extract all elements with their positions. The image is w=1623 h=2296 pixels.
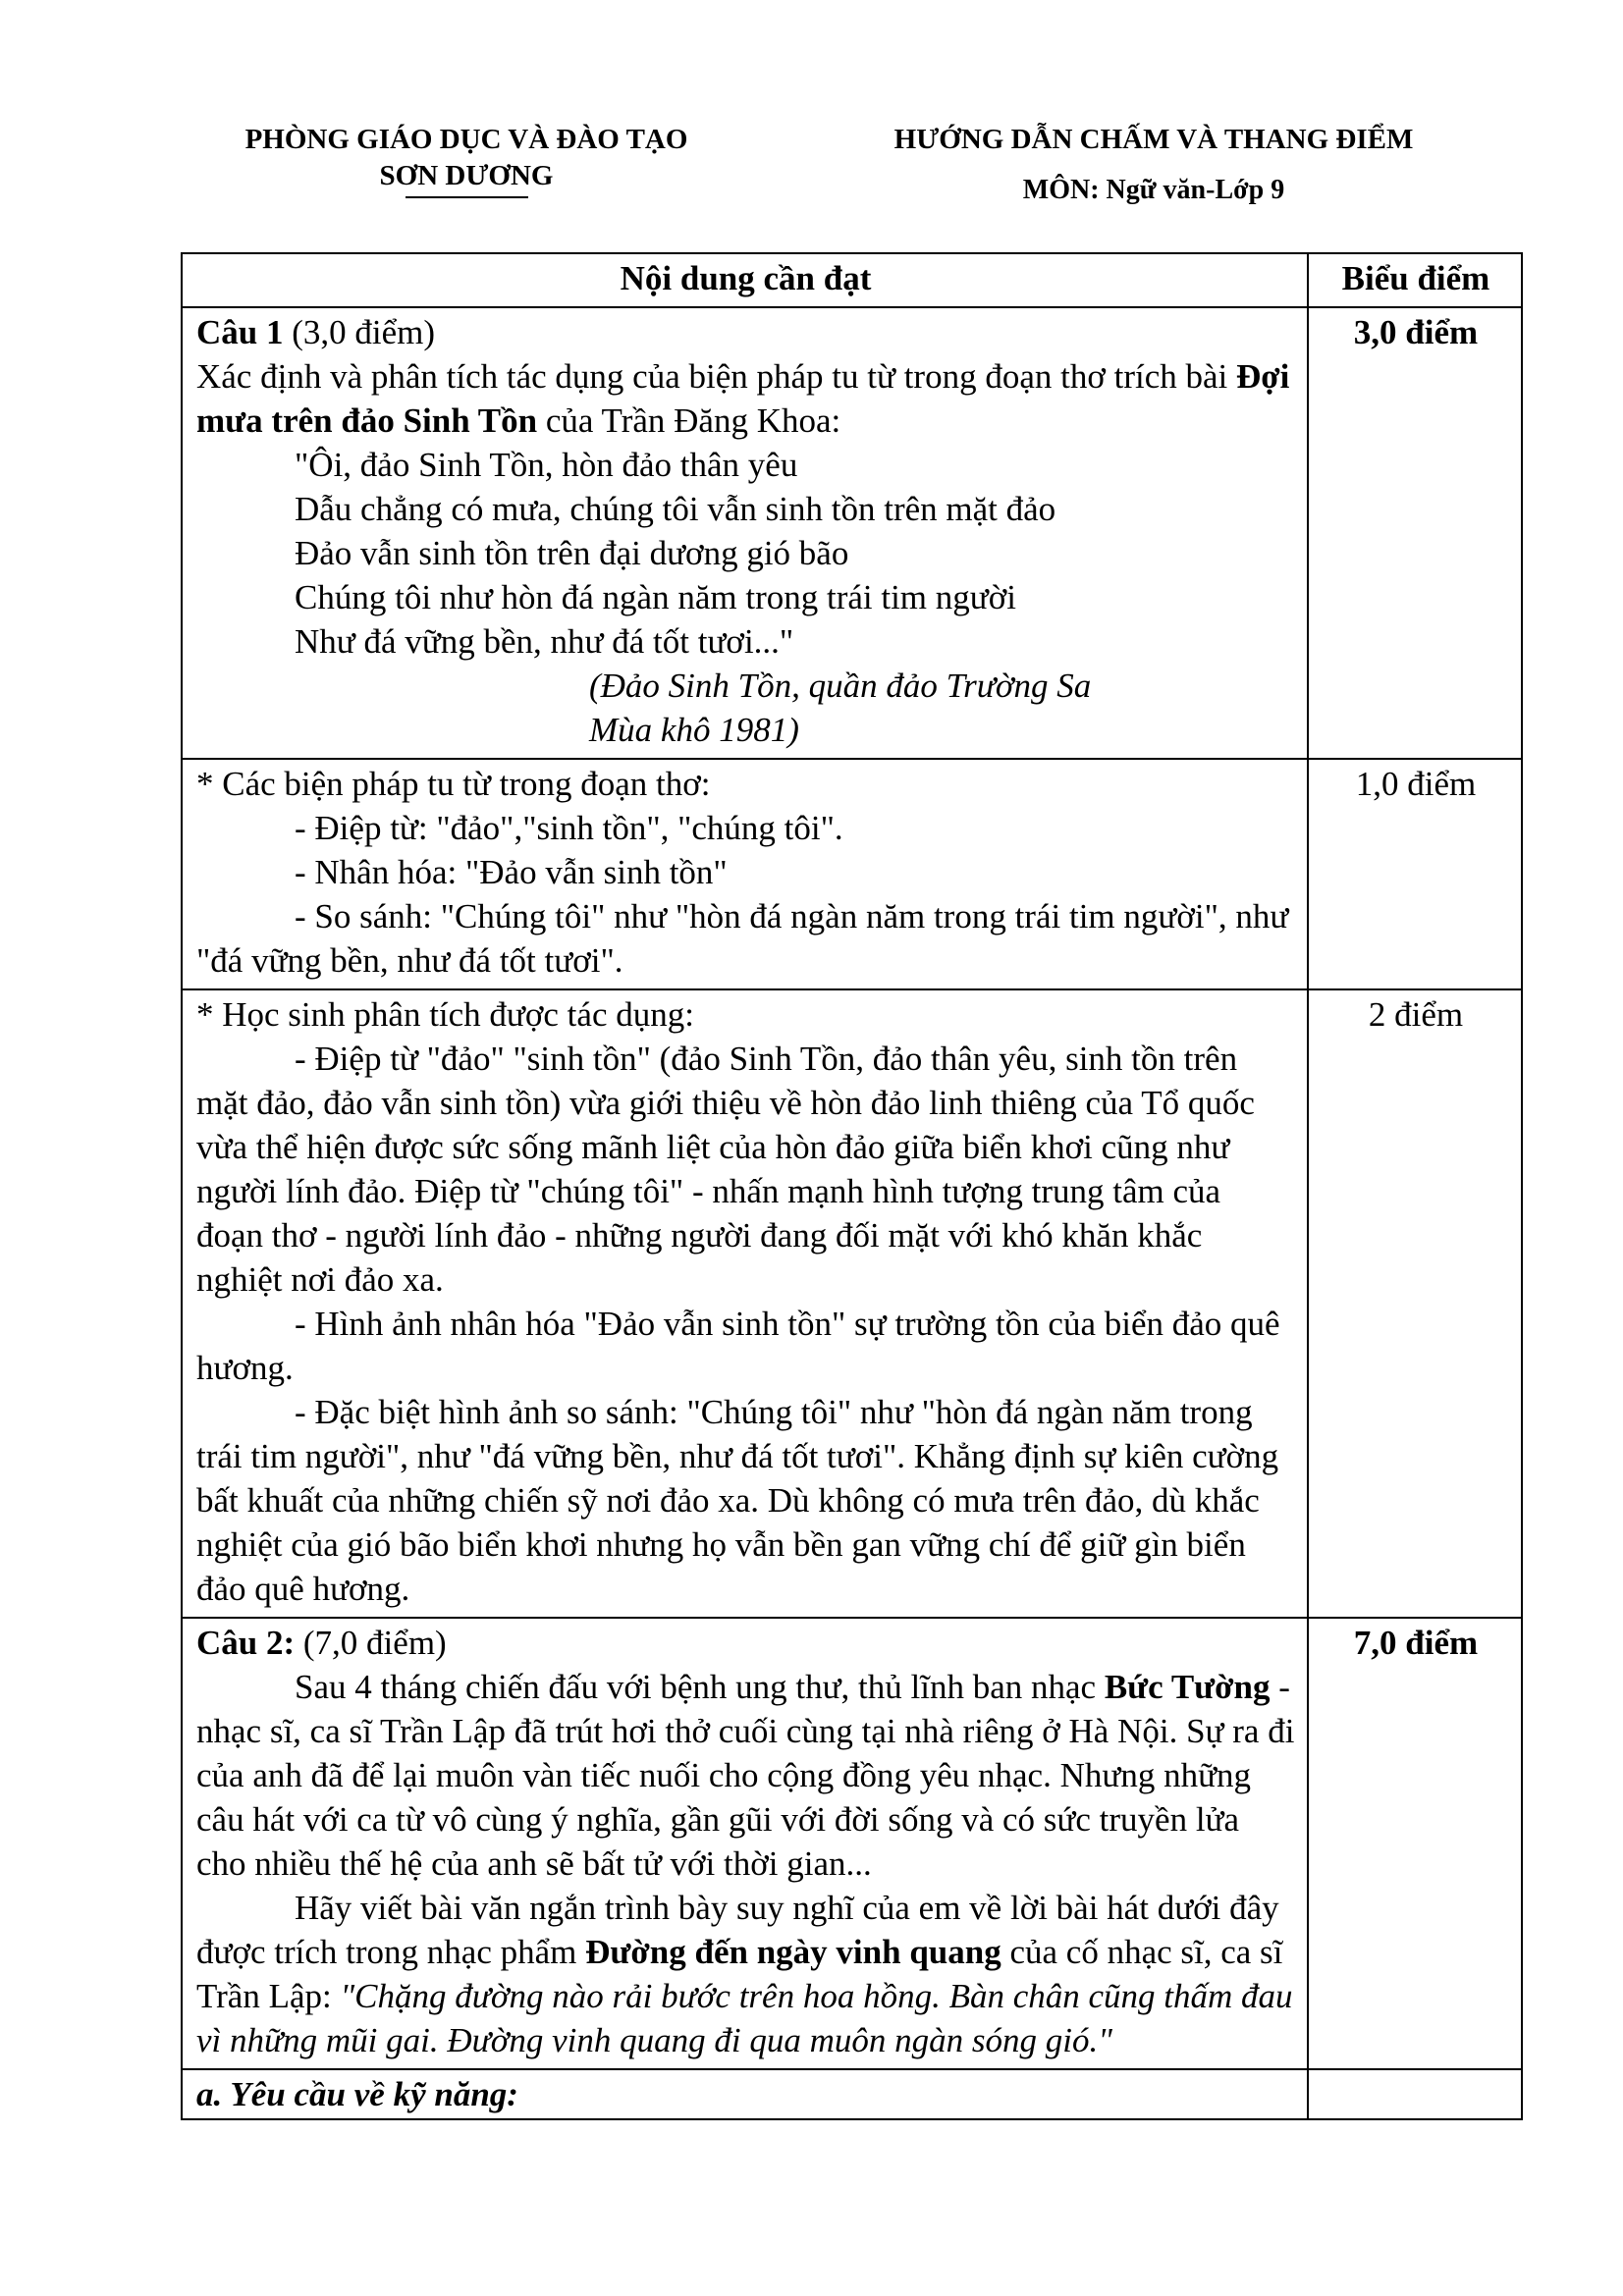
analysis-cell bbox=[182, 989, 1308, 1618]
context-text: Sau 4 tháng chiến đấu với bệnh ung thư, thủ lĩnh ban nhạc bbox=[295, 1668, 1105, 1706]
table-row bbox=[182, 2069, 1522, 2119]
question-2-points: (7,0 điểm) bbox=[295, 1624, 447, 1662]
device-item: - Nhân hóa: "Đảo vẫn sinh tồn" bbox=[295, 853, 728, 891]
question-1-heading bbox=[196, 310, 1295, 354]
department-name: PHÒNG GIÁO DỤC VÀ ĐÀO TẠO bbox=[244, 124, 688, 155]
song-title: Đường đến ngày vinh quang bbox=[585, 1933, 1001, 1971]
context-text-cont: - nhạc sĩ, ca sĩ Trần Lập đã trút hơi thở cuối cùng tại nhà riêng ở Hà Nội. Sự ra đi của anh đã để lại muôn vàn tiếc nuối cho cộng đồng yêu nhạc. Nhưng những câu hát với ca từ vô cùng ý nghĩa, gần gũi với đời sống và có sức truyền lửa cho nhiều thế hệ của anh sẽ bất tử với thời gian... bbox=[196, 1668, 1295, 1883]
poem-line: Dẫu chẳng có mưa, chúng tôi vẫn sinh tồn trên mặt đảo bbox=[295, 490, 1056, 528]
subject-line: MÔN: Ngữ văn-Lớp 9 bbox=[1022, 175, 1285, 205]
table-row bbox=[182, 759, 1522, 989]
table-row bbox=[182, 1618, 1522, 2069]
table-row bbox=[182, 989, 1522, 1618]
skills-requirement-score bbox=[1308, 2069, 1522, 2119]
analysis-item: - Đặc biệt hình ảnh so sánh: "Chúng tôi" như "hòn đá ngàn năm trong trái tim người", như "đá vững bền, như đá tốt tươi". Khẳng định sự kiên cường bất khuất của những chiến sỹ nơi đảo xa. Dù không có mưa trên đảo, dù khắc nghiệt của gió bão biển khơi nhưng họ vẫn bền gan vững chí để giữ gìn biển đảo quê hương. bbox=[196, 1393, 1279, 1608]
question-1-label: Câu 1 bbox=[196, 313, 284, 351]
grading-table bbox=[181, 252, 1523, 2120]
prompt-text: Xác định và phân tích tác dụng của biện pháp tu từ trong đoạn thơ trích bài bbox=[196, 357, 1236, 396]
song-lyrics-quote: "Chặng đường nào rải bước trên hoa hồng. Bàn chân cũng thấm đau vì những mũi gai. Đường vinh quang đi qua muôn ngàn sóng gió." bbox=[196, 1977, 1293, 2059]
skills-requirement-heading: a. Yêu cầu về kỹ năng: bbox=[196, 2075, 518, 2113]
skills-requirement-cell bbox=[182, 2069, 1308, 2119]
prompt-author: của Trần Đăng Khoa: bbox=[537, 401, 841, 440]
device-item: - So sánh: "Chúng tôi" như "hòn đá ngàn năm trong trái tim người", như "đá vững bền, như đá tốt tươi". bbox=[196, 897, 1289, 980]
document-title-block bbox=[815, 122, 1492, 208]
question-2-context bbox=[196, 1665, 1295, 1886]
document-title: HƯỚNG DẪN CHẤM VÀ THANG ĐIỂM bbox=[893, 124, 1414, 155]
district-name: SƠN DƯƠNG bbox=[379, 160, 554, 191]
question-1-score: 3,0 điểm bbox=[1308, 307, 1522, 759]
content-column-header: Nội dung cần đạt bbox=[182, 253, 1308, 307]
department-header bbox=[201, 122, 731, 198]
prompt-text-cont: của cố nhạc sĩ, ca sĩ Trần Lập: bbox=[196, 1933, 1283, 2015]
poem-line: Như đá vững bền, như đá tốt tươi..." bbox=[295, 622, 794, 661]
question-1-points: (3,0 điểm) bbox=[283, 313, 436, 351]
poem-line: Chúng tôi như hòn đá ngàn năm trong trái tim người bbox=[295, 578, 1016, 616]
band-name: Bức Tường bbox=[1104, 1668, 1271, 1706]
question-2-cell bbox=[182, 1618, 1308, 2069]
question-2-label: Câu 2: bbox=[196, 1624, 296, 1662]
poem-source: (Đảo Sinh Tồn, quần đảo Trường Sa bbox=[589, 667, 1092, 705]
score-column-header: Biểu điểm bbox=[1308, 253, 1522, 307]
district-underline bbox=[406, 196, 528, 198]
poem-line: "Ôi, đảo Sinh Tồn, hòn đảo thân yêu bbox=[295, 446, 798, 484]
device-item: - Điệp từ: "đảo","sinh tồn", "chúng tôi". bbox=[295, 809, 843, 847]
rhetoric-devices-cell bbox=[182, 759, 1308, 989]
prompt-text: Hãy viết bài văn ngắn trình bày suy nghĩ của em về lời bài hát dưới đây được trích trong nhạc phẩm bbox=[196, 1889, 1279, 1971]
question-2-heading bbox=[196, 1621, 1295, 1665]
devices-intro: * Các biện pháp tu từ trong đoạn thơ: bbox=[196, 765, 711, 803]
question-2-score: 7,0 điểm bbox=[1308, 1618, 1522, 2069]
question-2-prompt bbox=[196, 1886, 1295, 2062]
question-1-cell bbox=[182, 307, 1308, 759]
poem-title: Đợi mưa trên đảo Sinh Tồn bbox=[196, 357, 1290, 440]
question-1-prompt bbox=[196, 354, 1295, 443]
analysis-item: - Hình ảnh nhân hóa "Đảo vẫn sinh tồn" sự trường tồn của biển đảo quê hương. bbox=[196, 1305, 1280, 1387]
analysis-score: 2 điểm bbox=[1308, 989, 1522, 1618]
table-header-row bbox=[182, 253, 1522, 307]
poem-line: Đảo vẫn sinh tồn trên đại dương gió bão bbox=[295, 534, 849, 572]
analysis-intro: * Học sinh phân tích được tác dụng: bbox=[196, 995, 694, 1034]
table-row bbox=[182, 307, 1522, 759]
poem-date: Mùa khô 1981) bbox=[589, 711, 799, 749]
devices-score: 1,0 điểm bbox=[1308, 759, 1522, 989]
analysis-item: - Điệp từ "đảo" "sinh tồn" (đảo Sinh Tồn, đảo thân yêu, sinh tồn trên mặt đảo, đảo vẫn sinh tồn) vừa giới thiệu về hòn đảo linh thiêng của Tổ quốc vừa thể hiện được sức sống mãnh liệt của hòn đảo giữa biển khơi cũng như người lính đảo. Điệp từ "chúng tôi" - nhấn mạnh hình tượng trung tâm của đoạn thơ - người lính đảo - những người đang đối mặt với khó khăn khắc nghiệt nơi đảo xa. bbox=[196, 1040, 1255, 1299]
